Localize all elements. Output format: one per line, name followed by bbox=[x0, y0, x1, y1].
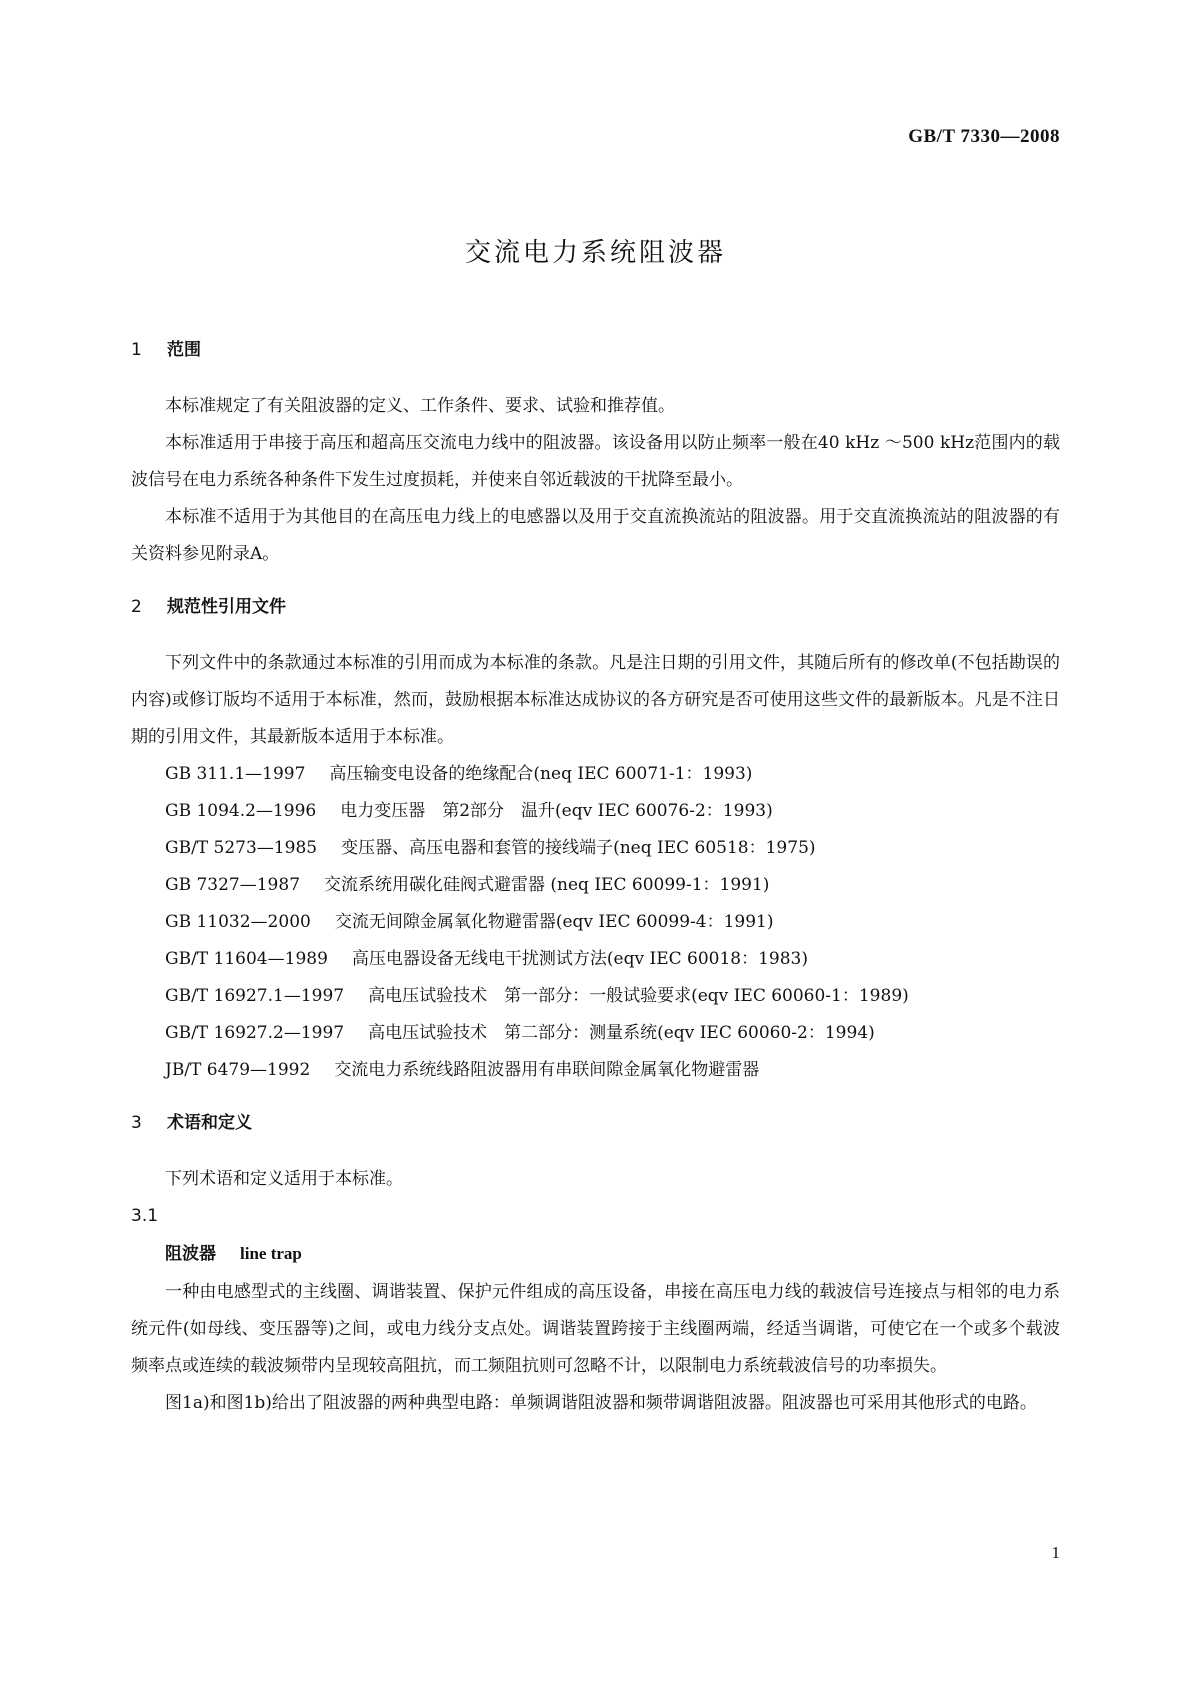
reference-title: 交流无间隙金属氧化物避雷器(eqv IEC 60099-4：1991) bbox=[334, 912, 774, 932]
document-title: 交流电力系统阻波器 bbox=[464, 238, 726, 268]
paragraph: 下列术语和定义适用于本标准。 bbox=[165, 1169, 403, 1189]
reference-code: GB/T 11604—1989 bbox=[165, 949, 328, 969]
paragraph: 本标准适用于串接于高压和超高压交流电力线中的阻波器。该设备用以防止频率一般在40 kHz ～500 kHz范围内的载波信号在电力系统各种条件下发生过度损耗，并使来自邻近载波的干扰降至最小。 bbox=[131, 433, 1060, 490]
reference-item bbox=[131, 793, 1060, 830]
document-body bbox=[131, 330, 1060, 1422]
standard-code: GB/T 7330—2008 bbox=[908, 126, 1060, 147]
reference-title: 电力变压器 第2部分 温升(eqv IEC 60076-2：1993) bbox=[340, 801, 773, 821]
page-number: 1 bbox=[1051, 1543, 1060, 1562]
reference-code: GB 311.1—1997 bbox=[165, 764, 306, 784]
reference-code: GB/T 16927.2—1997 bbox=[165, 1023, 345, 1043]
reference-title: 变压器、高压电器和套管的接线端子(neq IEC 60518：1975) bbox=[341, 838, 816, 858]
subsection-number: 3.1 bbox=[131, 1206, 159, 1226]
paragraph: 一种由电感型式的主线圈、调谐装置、保护元件组成的高压设备，串接在高压电力线的载波信号连接点与相邻的电力系统元件(如母线、变压器等)之间，或电力线分支点处。调谐装置跨接于主线圈两端，经适当调谐，可使它在一个或多个载波频率点或连续的载波频带内呈现较高阻抗，而工频阻抗则可忽略不计，以限制电力系统载波信号的功率损失。 bbox=[131, 1282, 1060, 1376]
section-title: 范围 bbox=[167, 340, 201, 360]
section-title: 规范性引用文件 bbox=[167, 597, 286, 617]
term-chinese: 阻波器 bbox=[165, 1244, 216, 1264]
section-1-heading bbox=[131, 330, 1060, 370]
term-heading bbox=[131, 1234, 1060, 1274]
reference-title: 高电压试验技术 第二部分：测量系统(eqv IEC 60060-2：1994) bbox=[368, 1023, 875, 1043]
reference-title: 交流系统用碳化硅阀式避雷器 (neq IEC 60099-1：1991) bbox=[324, 875, 770, 895]
reference-item bbox=[131, 1015, 1060, 1052]
section-3-heading bbox=[131, 1103, 1060, 1143]
reference-code: GB 1094.2—1996 bbox=[165, 801, 317, 821]
paragraph: 本标准规定了有关阻波器的定义、工作条件、要求、试验和推荐值。 bbox=[165, 396, 675, 416]
reference-item bbox=[131, 904, 1060, 941]
section-number: 1 bbox=[131, 340, 142, 360]
section-number: 2 bbox=[131, 597, 142, 617]
reference-code: GB/T 5273—1985 bbox=[165, 838, 318, 858]
reference-list bbox=[131, 756, 1060, 1089]
section-title: 术语和定义 bbox=[167, 1113, 252, 1133]
section-2-heading bbox=[131, 587, 1060, 627]
reference-item bbox=[131, 830, 1060, 867]
reference-item bbox=[131, 756, 1060, 793]
reference-item bbox=[131, 978, 1060, 1015]
reference-title: 交流电力系统线路阻波器用有串联间隙金属氧化物避雷器 bbox=[334, 1060, 760, 1080]
section-number: 3 bbox=[131, 1113, 142, 1133]
paragraph: 下列文件中的条款通过本标准的引用而成为本标准的条款。凡是注日期的引用文件，其随后所有的修改单(不包括勘误的内容)或修订版均不适用于本标准，然而，鼓励根据本标准达成协议的各方研究是否可使用这些文件的最新版本。凡是不注日期的引用文件，其最新版本适用于本标准。 bbox=[131, 653, 1060, 747]
reference-item bbox=[131, 1052, 1060, 1089]
reference-item bbox=[131, 941, 1060, 978]
reference-code: GB/T 16927.1—1997 bbox=[165, 986, 345, 1006]
reference-title: 高电压试验技术 第一部分：一般试验要求(eqv IEC 60060-1：1989) bbox=[368, 986, 909, 1006]
paragraph: 图1a)和图1b)给出了阻波器的两种典型电路：单频调谐阻波器和频带调谐阻波器。阻波器也可采用其他形式的电路。 bbox=[165, 1393, 1037, 1413]
reference-title: 高压电器设备无线电干扰测试方法(eqv IEC 60018：1983) bbox=[351, 949, 808, 969]
reference-code: JB/T 6479—1992 bbox=[165, 1060, 311, 1080]
reference-code: GB 11032—2000 bbox=[165, 912, 311, 932]
paragraph: 本标准不适用于为其他目的在高压电力线上的电感器以及用于交直流换流站的阻波器。用于交直流换流站的阻波器的有关资料参见附录A。 bbox=[131, 507, 1060, 564]
reference-code: GB 7327—1987 bbox=[165, 875, 301, 895]
reference-title: 高压输变电设备的绝缘配合(neq IEC 60071-1：1993) bbox=[329, 764, 753, 784]
reference-item bbox=[131, 867, 1060, 904]
term-english: line trap bbox=[240, 1244, 302, 1263]
